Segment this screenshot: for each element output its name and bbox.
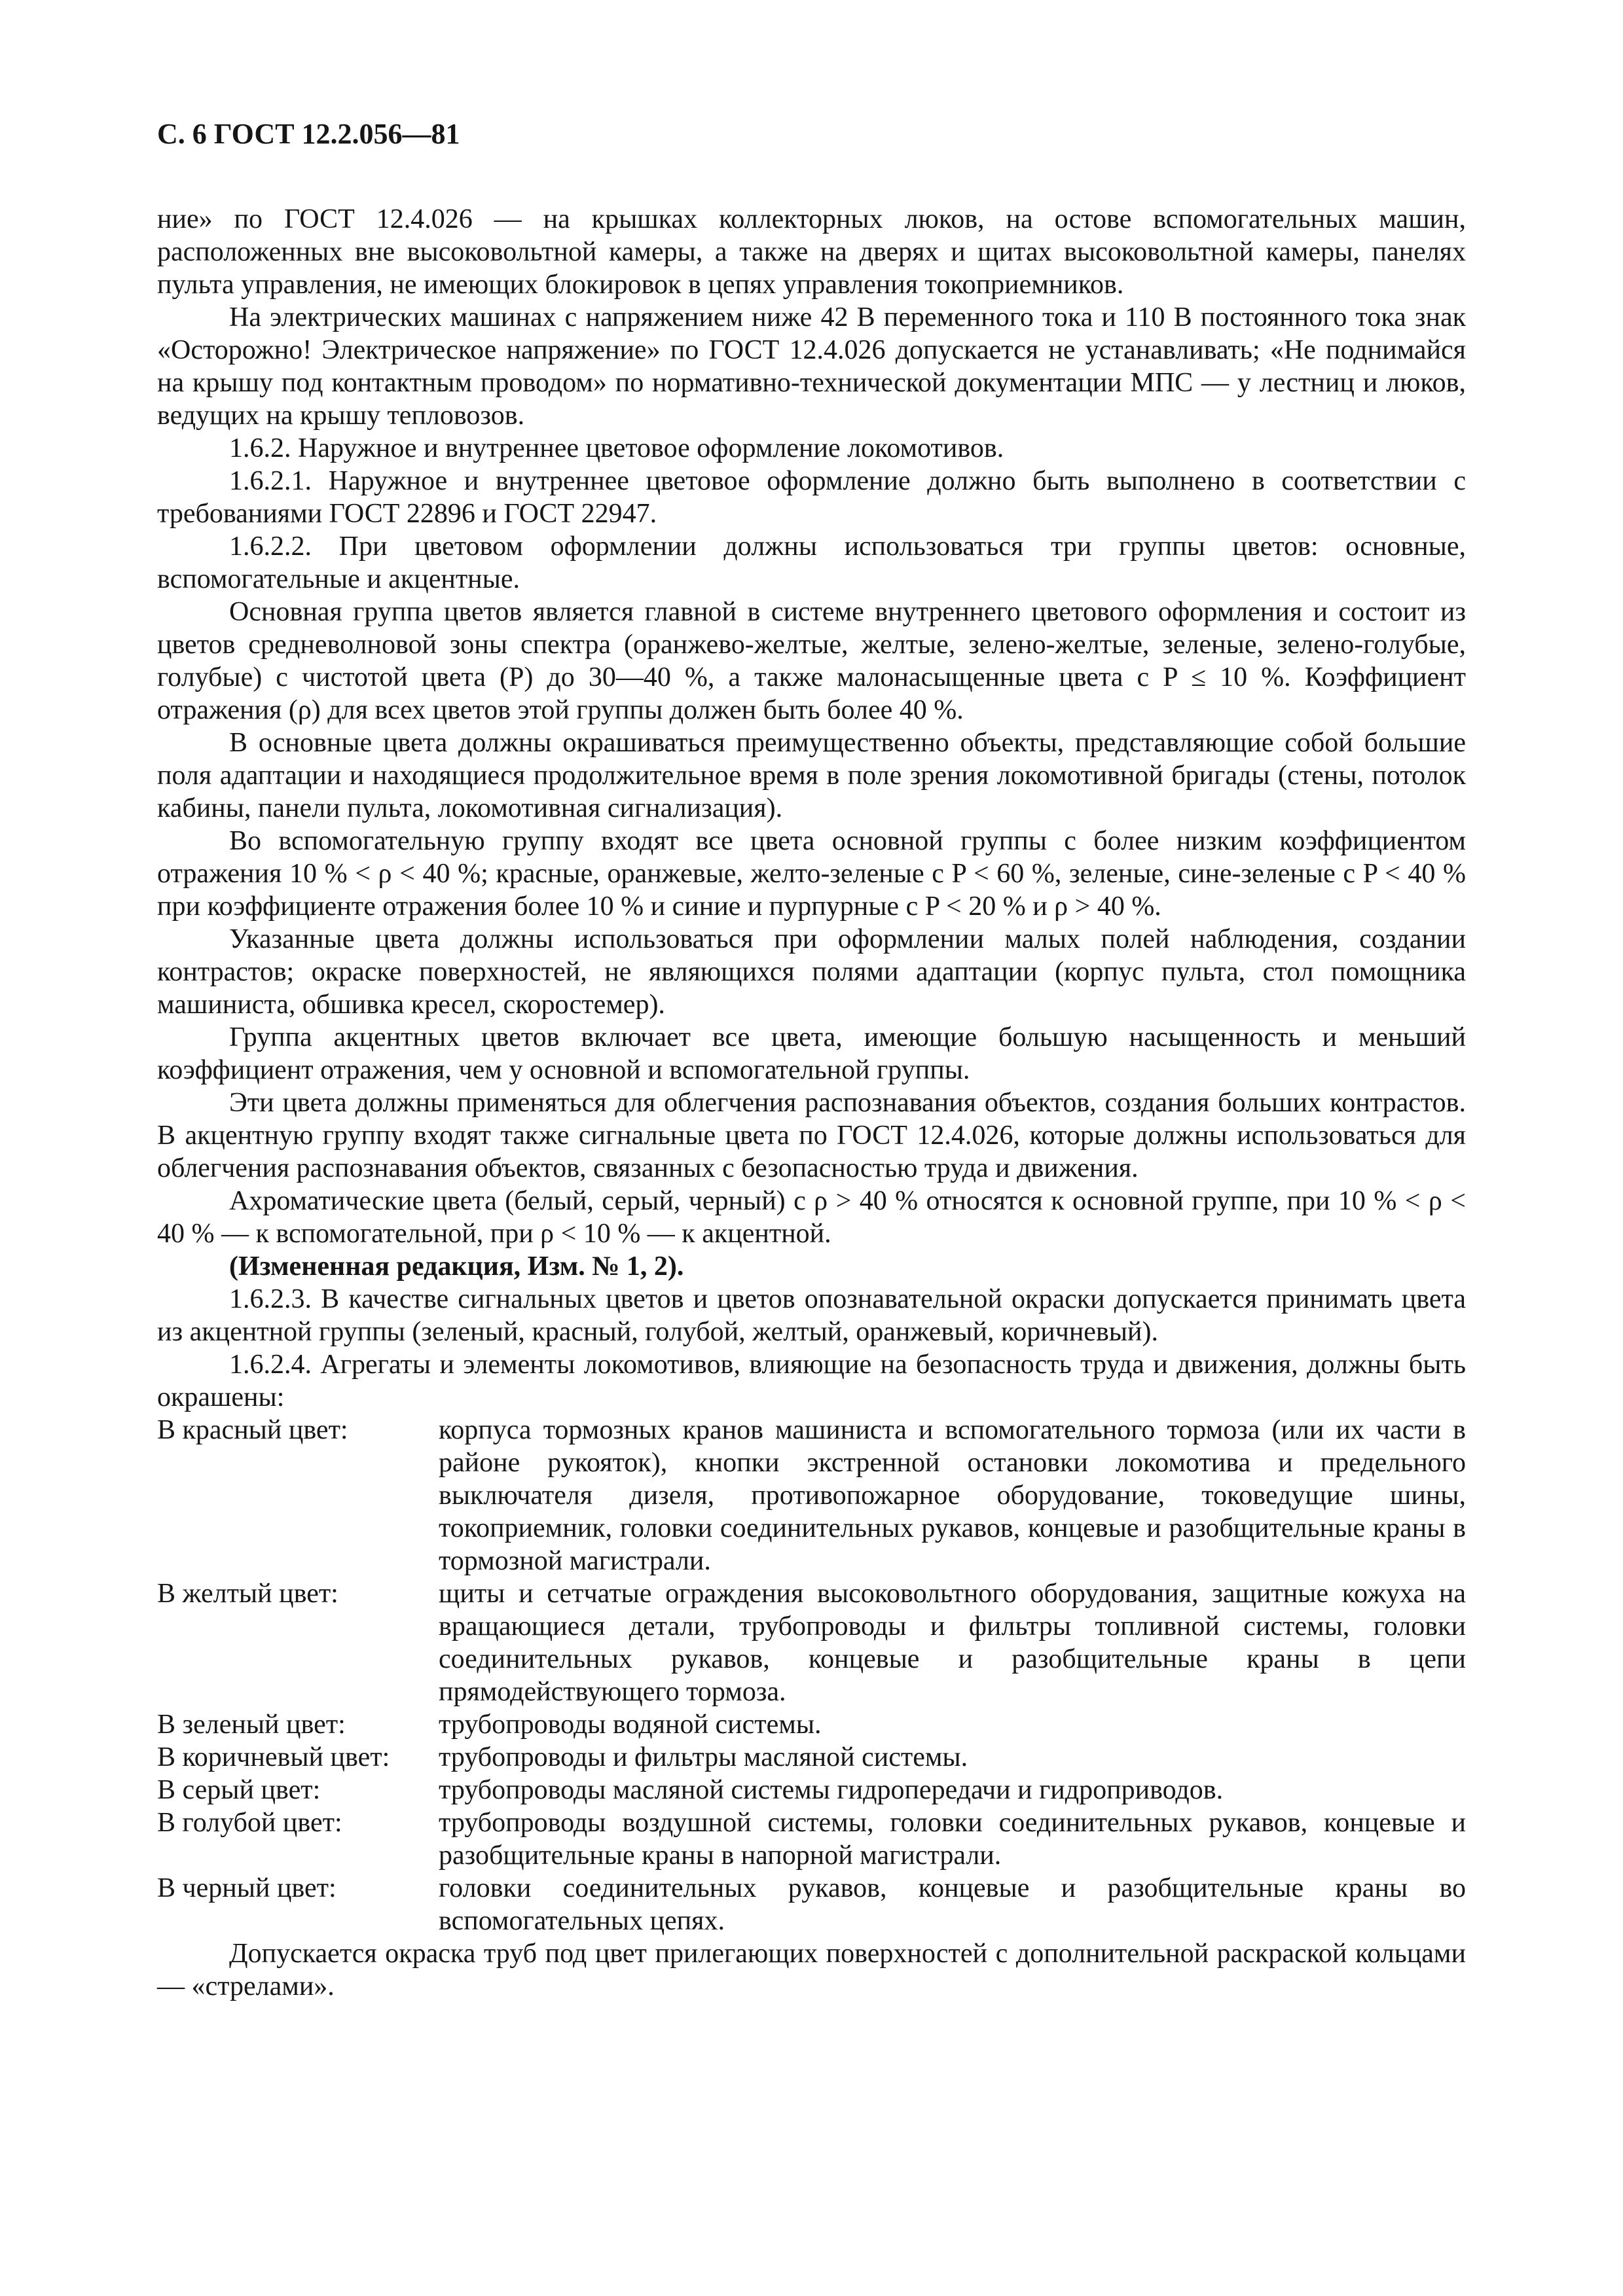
color-definition: трубопроводы масляной системы гидропередачи и гидроприводов. (439, 1775, 1224, 1805)
color-definition: трубопроводы и фильтры масляной системы. (439, 1742, 968, 1772)
color-list-item (157, 1414, 1466, 1577)
paragraph: Группа акцентных цветов включает все цвета, имеющие большую насыщенность и меньший коэффициент отражения, чем у основной и вспомогательной группы. (157, 1022, 1466, 1085)
color-list-item (157, 1774, 1466, 1806)
paragraph: Основная группа цветов является главной в системе внутреннего цветового оформления и состоит из цветов средневолновой зоны спектра (оранжево-желтые, желтые, зелено-желтые, зеленые, зелено-голубые, голубые) с чистотой цвета (P) до 30—40 %, а также малонасыщенные цвета с P ≤ 10 %. Коэффициент отражения (ρ) для всех цветов этой группы должен быть более 40 %. (157, 597, 1466, 725)
paragraph: 1.6.2.2. При цветовом оформлении должны использоваться три группы цветов: основные, вспомогательные и акцентные. (157, 531, 1466, 594)
color-definition: щиты и сетчатые ограждения высоковольтного оборудования, защитные кожуха на вращающиеся детали, трубопроводы и фильтры топливной системы, головки соединительных рукавов, концевые и разобщительные краны в цепи прямодействующего тормоза. (439, 1579, 1466, 1707)
color-list-item (157, 1577, 1466, 1708)
paragraph: 1.6.2.1. Наружное и внутреннее цветовое оформление должно быть выполнено в соответствии с требованиями ГОСТ 22896 и ГОСТ 22947. (157, 466, 1466, 529)
color-term: В серый цвет: (157, 1775, 321, 1805)
page-header: С. 6 ГОСТ 12.2.056—81 (157, 118, 460, 150)
color-definition: головки соединительных рукавов, концевые и разобщительные краны во вспомогательных цепях. (439, 1873, 1466, 1936)
color-definition: трубопроводы воздушной системы, головки соединительных рукавов, концевые и разобщительные краны в напорной магистрали. (439, 1808, 1466, 1871)
color-list (157, 1414, 1466, 1937)
color-term: В коричневый цвет: (157, 1742, 390, 1772)
color-term: В желтый цвет: (157, 1579, 338, 1609)
paragraph: ние» по ГОСТ 12.4.026 — на крышках коллекторных люков, на остове вспомогательных машин, расположенных вне высоковольтной камеры, а также на дверях и щитах высоковольтной камеры, панелях пульта управления, не имеющих блокировок в цепях управления токоприемников. (157, 204, 1466, 300)
paragraph: 1.6.2. Наружное и внутреннее цветовое оформление локомотивов. (229, 433, 1004, 463)
color-term: В голубой цвет: (157, 1808, 342, 1838)
color-term: В черный цвет: (157, 1873, 337, 1903)
color-list-item (157, 1806, 1466, 1872)
color-term: В зеленый цвет: (157, 1710, 346, 1740)
paragraph: Во вспомогательную группу входят все цвета основной группы с более низким коэффициентом отражения 10 % < ρ < 40 %; красные, оранжевые, желто-зеленые с P < 60 %, зеленые, сине-зеленые с P < 40 % при коэффициенте отражения более 10 % и синие и пурпурные с P < 20 % и ρ > 40 %. (157, 826, 1466, 922)
color-list-item (157, 1741, 1466, 1774)
paragraph: Указанные цвета должны использоваться при оформлении малых полей наблюдения, создании контрастов; окраске поверхностей, не являющихся полями адаптации (корпус пульта, стол помощника машиниста, обшивка кресел, скоростемер). (157, 924, 1466, 1020)
paragraph: 1.6.2.4. Агрегаты и элементы локомотивов, влияющие на безопасность труда и движения, должны быть окрашены: (157, 1350, 1466, 1412)
paragraph: 1.6.2.3. В качестве сигнальных цветов и цветов опознавательной окраски допускается принимать цвета из акцентной группы (зеленый, красный, голубой, желтый, оранжевый, коричневый). (157, 1284, 1466, 1347)
color-term: В красный цвет: (157, 1415, 348, 1445)
paragraph: Эти цвета должны применяться для облегчения распознавания объектов, создания больших контрастов. В акцентную группу входят также сигнальные цвета по ГОСТ 12.4.026, которые должны использоваться для облегчения распознавания объектов, связанных с безопасностью труда и движения. (157, 1088, 1466, 1183)
final-section (157, 1937, 1466, 2003)
color-list-item (157, 1872, 1466, 1937)
final-paragraph: Допускается окраска труб под цвет прилегающих поверхностей с дополнительной раскраской кольцами — «стрелами». (157, 1939, 1466, 2001)
body-text (157, 203, 1466, 1414)
paragraph: В основные цвета должны окрашиваться преимущественно объекты, представляющие собой большие поля адаптации и находящиеся продолжительное время в поле зрения локомотивной бригады (стены, потолок кабины, панели пульта, локомотивная сигнализация). (157, 728, 1466, 823)
amendment-note: (Измененная редакция, Изм. № 1, 2). (229, 1251, 684, 1282)
color-definition: корпуса тормозных кранов машиниста и вспомогательного тормоза (или их части в районе рукояток), кнопки экстренной остановки локомотива и предельного выключателя дизеля, противопожарное оборудование, токоведущие шины, токоприемник, головки соединительных рукавов, концевые и разобщительные краны в тормозной магистрали. (439, 1415, 1466, 1576)
paragraph: На электрических машинах с напряжением ниже 42 В переменного тока и 110 В постоянного тока знак «Осторожно! Электрическое напряжение» по ГОСТ 12.4.026 допускается не устанавливать; «Не поднимайся на крышу под контактным проводом» по нормативно-технической документации МПС — у лестниц и люков, ведущих на крышу тепловозов. (157, 302, 1466, 431)
color-definition: трубопроводы водяной системы. (439, 1710, 822, 1740)
paragraph: Ахроматические цвета (белый, серый, черный) с ρ > 40 % относятся к основной группе, при 10 % < ρ < 40 % — к вспомогательной, при ρ < 10 % — к акцентной. (157, 1186, 1466, 1249)
color-list-item (157, 1708, 1466, 1741)
